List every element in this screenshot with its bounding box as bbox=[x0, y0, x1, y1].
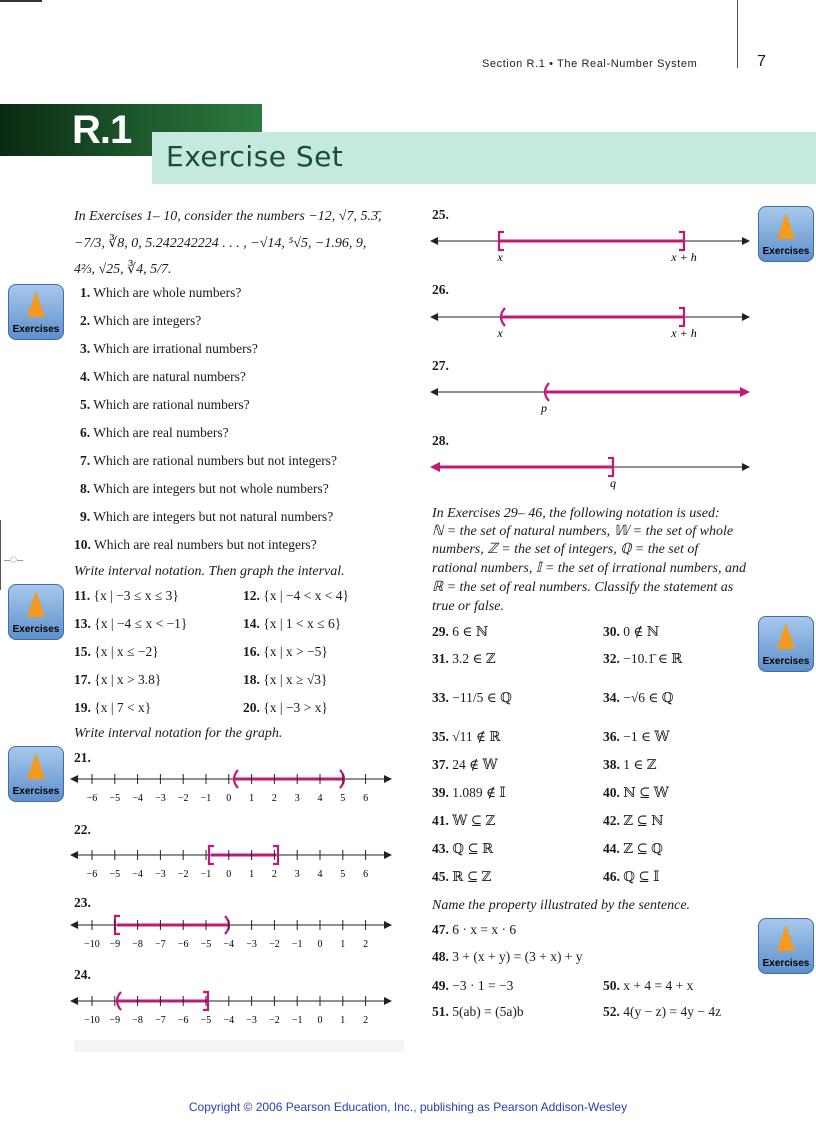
tick-label: −8 bbox=[132, 1015, 143, 1026]
property-item: 51. 5(ab) = (5a)b bbox=[432, 1004, 524, 1019]
margin-rule bbox=[0, 520, 1, 590]
tf-item: 29. 6 ∈ ℕ bbox=[432, 624, 489, 639]
ray-arrow bbox=[740, 387, 750, 397]
cone-icon bbox=[777, 925, 795, 951]
tf-item: 34. −√6 ∈ ℚ bbox=[603, 690, 674, 705]
arrow-left bbox=[430, 388, 438, 396]
instruction-graph: Write interval notation for the graph. bbox=[74, 726, 283, 741]
crop-mark: –◌– bbox=[4, 552, 24, 566]
intro-line-3: 4⅔, √25, ∛4, 5/7. bbox=[74, 262, 172, 277]
intro-line-1: In Exercises 1– 10, consider the numbers −12, √7, 5.3̄, bbox=[74, 209, 382, 224]
arrow-right bbox=[384, 775, 392, 783]
question-item: 10. Which are real numbers but not integers? bbox=[74, 537, 317, 552]
tf-item: 41. 𝕎 ⊆ ℤ bbox=[432, 813, 496, 828]
tf-item: 31. 3.2 ∈ ℤ bbox=[432, 651, 496, 666]
page-number: 7 bbox=[757, 53, 766, 70]
property-item: 50. x + 4 = 4 + x bbox=[603, 978, 694, 993]
instruction-interval: Write interval notation. Then graph the interval. bbox=[74, 564, 345, 579]
exercise-number: 28. bbox=[432, 433, 449, 448]
question-item: 6. Which are real numbers? bbox=[80, 425, 229, 440]
question-item: 8. Which are integers but not whole numbers? bbox=[80, 481, 329, 496]
corner-mark bbox=[0, 0, 42, 2]
cone-icon bbox=[777, 213, 795, 239]
tick-label: −2 bbox=[177, 793, 189, 804]
tick-label: −6 bbox=[86, 793, 98, 804]
tf-item: 37. 24 ∉ 𝕎 bbox=[432, 757, 498, 772]
tick-label: −1 bbox=[291, 939, 303, 950]
arrow-left bbox=[70, 921, 78, 929]
tick-label: −8 bbox=[132, 939, 143, 950]
tick-label: 4 bbox=[317, 869, 323, 880]
tf-item: 39. 1.089 ∉ 𝕀 bbox=[432, 785, 506, 800]
interval-item: 20. {x | −3 > x} bbox=[243, 700, 328, 715]
exercises-badge[interactable]: Exercises bbox=[758, 918, 814, 974]
exercise-number: 23. bbox=[74, 895, 91, 910]
tick-label: −7 bbox=[155, 1015, 166, 1026]
number-line-21 bbox=[70, 768, 392, 804]
arrow-left bbox=[430, 313, 438, 321]
notation-line: rational numbers, 𝕀 = the set of irrational numbers, and bbox=[432, 561, 747, 576]
tf-item: 32. −10.1̄ ∈ ℝ bbox=[603, 651, 683, 666]
number-line-27 bbox=[430, 379, 750, 419]
arrow-left bbox=[70, 997, 78, 1005]
tick-label: −5 bbox=[200, 939, 212, 950]
question-item: 5. Which are rational numbers? bbox=[80, 397, 250, 412]
cone-icon bbox=[27, 753, 45, 779]
copyright-footer: Copyright © 2006 Pearson Education, Inc., publishing as Pearson Addison-Wesley bbox=[188, 1100, 628, 1114]
tick-label: 1 bbox=[340, 1015, 346, 1026]
arrow-right bbox=[742, 463, 750, 471]
question-item: 4. Which are natural numbers? bbox=[80, 369, 246, 384]
interval-item: 12. {x | −4 < x < 4} bbox=[243, 588, 350, 603]
intro-line-2: −7/3, ∛8, 0, 5.242242224 . . . , −√14, ⁵√5, −1.96, 9, bbox=[74, 236, 367, 251]
tick-label: −3 bbox=[155, 793, 166, 804]
running-head: Section R.1 • The Real-Number System bbox=[482, 58, 698, 70]
point-label-p: p bbox=[541, 401, 547, 415]
cone-icon bbox=[27, 591, 45, 617]
tick-label: 2 bbox=[363, 939, 369, 950]
question-item: 9. Which are integers but not natural numbers? bbox=[80, 509, 334, 524]
instruction-property: Name the property illustrated by the sentence. bbox=[432, 898, 691, 913]
notation-line: ℝ = the set of real numbers. Classify the statement as bbox=[432, 580, 734, 595]
tick-label: 5 bbox=[340, 793, 346, 804]
tf-item: 38. 1 ∈ ℤ bbox=[603, 757, 657, 772]
tick-label: −6 bbox=[86, 869, 98, 880]
arrow-right bbox=[742, 313, 750, 321]
tick-label: −10 bbox=[84, 1015, 100, 1026]
question-item: 3. Which are irrational numbers? bbox=[80, 341, 258, 356]
tf-item: 40. ℕ ⊆ 𝕎 bbox=[603, 785, 669, 800]
property-item: 48. 3 + (x + y) = (3 + x) + y bbox=[432, 949, 583, 964]
tf-item: 45. ℝ ⊆ ℤ bbox=[432, 869, 492, 884]
tick-label: −2 bbox=[177, 869, 189, 880]
question-item: 1. Which are whole numbers? bbox=[80, 285, 242, 300]
exercise-number: 21. bbox=[74, 750, 91, 765]
number-line-24 bbox=[70, 990, 392, 1026]
tick-label: −6 bbox=[177, 939, 189, 950]
arrow-left bbox=[430, 237, 438, 245]
arrow-left bbox=[70, 775, 78, 783]
notation-line: true or false. bbox=[432, 599, 504, 614]
exercises-badge[interactable]: Exercises bbox=[8, 584, 64, 640]
interval-item: 18. {x | x ≥ √3} bbox=[243, 672, 328, 687]
tf-item: 44. ℤ ⊆ ℚ bbox=[603, 841, 663, 856]
exercise-number: 24. bbox=[74, 967, 91, 982]
cone-icon bbox=[27, 291, 45, 317]
interval-item: 11. {x | −3 ≤ x ≤ 3} bbox=[74, 588, 179, 603]
interval-item: 19. {x | 7 < x} bbox=[74, 700, 152, 715]
exercise-number: 26. bbox=[432, 282, 449, 297]
property-item: 49. −3 · 1 = −3 bbox=[432, 978, 514, 993]
tick-label: −6 bbox=[177, 1015, 189, 1026]
tick-label: 0 bbox=[226, 869, 232, 880]
exercise-number: 25. bbox=[432, 207, 449, 222]
exercise-number: 27. bbox=[432, 358, 449, 373]
number-line-26 bbox=[430, 304, 750, 344]
tick-label: 5 bbox=[340, 869, 346, 880]
number-line-25 bbox=[430, 228, 750, 268]
tick-label: 3 bbox=[294, 793, 300, 804]
interval-item: 15. {x | x ≤ −2} bbox=[74, 644, 159, 659]
tf-item: 43. ℚ ⊆ ℝ bbox=[432, 841, 494, 856]
interval-item: 13. {x | −4 ≤ x < −1} bbox=[74, 616, 188, 631]
number-line-23 bbox=[70, 914, 392, 950]
number-line-28 bbox=[430, 454, 750, 494]
tick-label: −9 bbox=[109, 939, 121, 950]
property-item: 47. 6 · x = x · 6 bbox=[432, 922, 517, 937]
tick-label: 2 bbox=[271, 869, 277, 880]
interval-item: 14. {x | 1 < x ≤ 6} bbox=[243, 616, 342, 631]
exercise-number: 22. bbox=[74, 822, 91, 837]
tf-item: 42. ℤ ⊆ ℕ bbox=[603, 813, 664, 828]
exercises-badge[interactable]: Exercises bbox=[758, 206, 814, 262]
arrow-right bbox=[384, 851, 392, 859]
arrow-left bbox=[70, 851, 78, 859]
tf-item: 33. −11/5 ∈ ℚ bbox=[432, 690, 512, 705]
tf-item: 30. 0 ∉ ℕ bbox=[603, 624, 660, 639]
faded-answer-strip bbox=[74, 1040, 404, 1052]
tick-label: −2 bbox=[269, 939, 280, 950]
arrow-right bbox=[384, 997, 392, 1005]
tick-label: −10 bbox=[84, 939, 100, 950]
question-item: 2. Which are integers? bbox=[80, 313, 202, 328]
tick-label: 2 bbox=[363, 1015, 369, 1026]
tick-label: −1 bbox=[200, 869, 212, 880]
point-label-x: x bbox=[497, 326, 503, 340]
arrow-right bbox=[384, 921, 392, 929]
tick-label: 2 bbox=[271, 793, 277, 804]
question-item: 7. Which are rational numbers but not integers? bbox=[80, 453, 337, 468]
point-label-q: q bbox=[610, 476, 616, 490]
number-line-22 bbox=[70, 844, 392, 880]
cone-icon bbox=[777, 623, 795, 649]
tick-label: −2 bbox=[269, 1015, 280, 1026]
point-label-x-plus-h: x + h bbox=[671, 250, 697, 264]
notation-line: numbers, ℤ = the set of integers, ℚ = the set of bbox=[432, 542, 699, 557]
tick-label: −4 bbox=[223, 939, 235, 950]
tick-label: 6 bbox=[363, 869, 369, 880]
tick-label: 6 bbox=[363, 793, 369, 804]
tick-label: −3 bbox=[155, 869, 166, 880]
tick-label: −5 bbox=[200, 1015, 212, 1026]
tick-label: −4 bbox=[223, 1015, 235, 1026]
tick-label: 0 bbox=[226, 793, 232, 804]
tick-label: −4 bbox=[132, 869, 143, 880]
tick-label: 1 bbox=[249, 869, 255, 880]
tick-label: 0 bbox=[317, 1015, 323, 1026]
tick-label: 0 bbox=[317, 939, 323, 950]
tf-item: 46. ℚ ⊆ 𝕀 bbox=[603, 869, 660, 884]
exercises-badge[interactable]: Exercises bbox=[8, 746, 64, 802]
property-item: 52. 4(y − z) = 4y − 4z bbox=[603, 1004, 722, 1019]
tick-label: −4 bbox=[132, 793, 143, 804]
tick-label: −5 bbox=[109, 869, 121, 880]
tf-item: 36. −1 ∈ 𝕎 bbox=[603, 729, 670, 744]
notation-line: ℕ = the set of natural numbers, 𝕎 = the set of whole bbox=[432, 524, 734, 539]
tick-label: 1 bbox=[340, 939, 346, 950]
tick-label: −7 bbox=[155, 939, 166, 950]
tf-item: 35. √11 ∉ ℝ bbox=[432, 729, 501, 744]
section-code: R.1 bbox=[72, 108, 132, 152]
tick-label: −1 bbox=[291, 1015, 303, 1026]
tick-label: −3 bbox=[246, 1015, 257, 1026]
tick-label: −9 bbox=[109, 1015, 121, 1026]
exercises-badge[interactable]: Exercises bbox=[758, 616, 814, 672]
tick-label: −1 bbox=[200, 793, 212, 804]
tick-label: −5 bbox=[109, 793, 121, 804]
point-label-x: x bbox=[497, 250, 503, 264]
ray-arrow bbox=[430, 462, 440, 472]
tick-label: −3 bbox=[246, 939, 257, 950]
tick-label: 3 bbox=[294, 869, 300, 880]
point-label-x-plus-h: x + h bbox=[671, 326, 697, 340]
tick-label: 1 bbox=[249, 793, 255, 804]
exercises-badge[interactable]: Exercises bbox=[8, 284, 64, 340]
section-title: Exercise Set bbox=[166, 140, 344, 173]
header-rule bbox=[737, 0, 738, 68]
interval-item: 16. {x | x > −5} bbox=[243, 644, 328, 659]
tick-label: 4 bbox=[317, 793, 323, 804]
arrow-right bbox=[742, 237, 750, 245]
interval-item: 17. {x | x > 3.8} bbox=[74, 672, 162, 687]
notation-line: In Exercises 29– 46, the following notation is used: bbox=[432, 506, 720, 521]
